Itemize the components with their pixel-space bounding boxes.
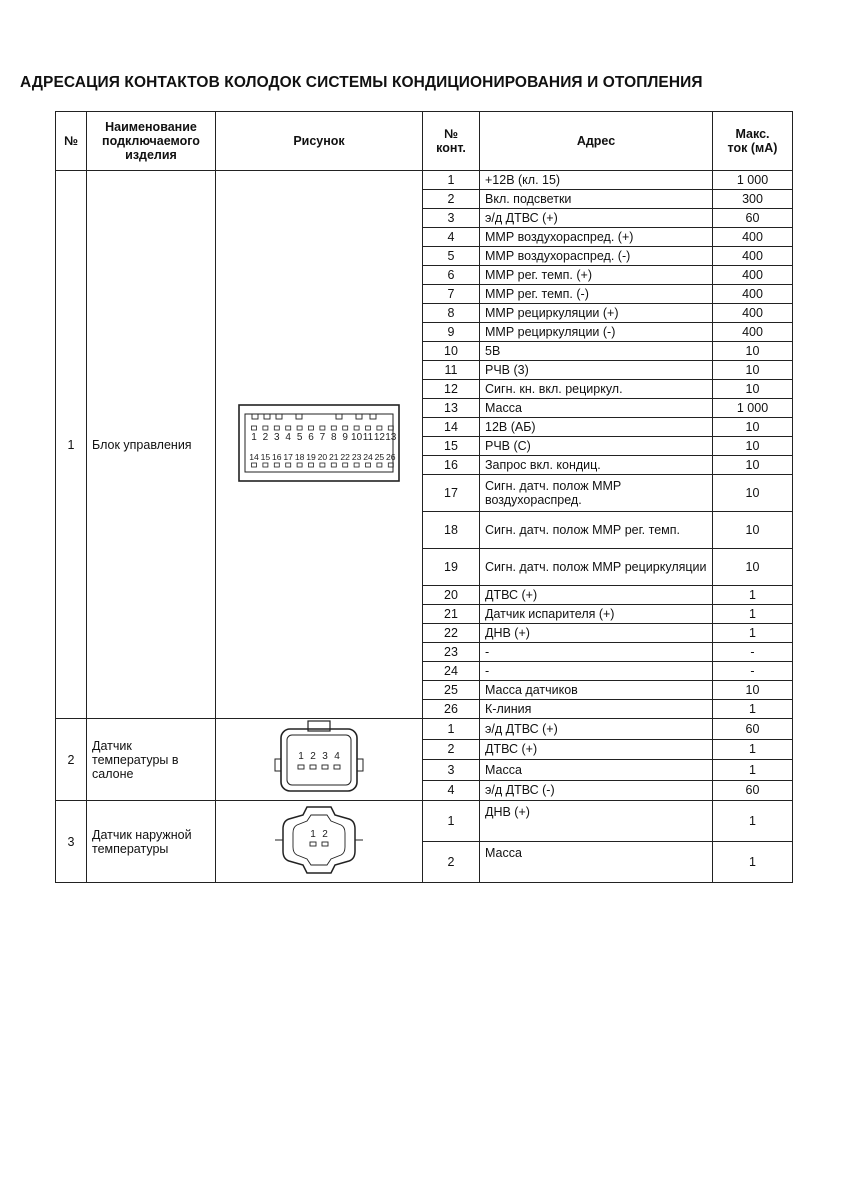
max-current: 10 — [713, 418, 793, 437]
table-row — [56, 801, 793, 842]
pin-label: 14 — [249, 452, 259, 462]
contact-number: 2 — [423, 739, 480, 760]
contact-number: 21 — [423, 605, 480, 624]
contact-address: ММР воздухораспред. (+) — [480, 228, 713, 247]
contact-number: 24 — [423, 662, 480, 681]
max-current: 1 — [713, 700, 793, 719]
item-name: Блок управления — [87, 171, 216, 719]
pin-label: 21 — [329, 452, 339, 462]
header-current — [713, 112, 793, 171]
pin-socket — [297, 463, 302, 467]
contact-number: 9 — [423, 323, 480, 342]
pin-label: 2 — [322, 829, 328, 840]
contact-address: 5В — [480, 342, 713, 361]
pin-socket — [298, 765, 304, 769]
pin-label: 16 — [272, 452, 282, 462]
pin-label: 12 — [373, 432, 385, 443]
contact-address: ДТВС (+) — [480, 586, 713, 605]
table-row — [56, 719, 793, 740]
contact-address: Сигн. датч. полож ММР рег. темп. — [480, 512, 713, 549]
max-current: 10 — [713, 549, 793, 586]
pin-label: 18 — [294, 452, 305, 462]
item-number: 1 — [56, 171, 87, 719]
pin-label: 6 — [308, 432, 314, 443]
pin-socket — [274, 463, 279, 467]
pin-label: 1 — [310, 829, 316, 840]
pin-label: 11 — [362, 432, 374, 443]
connector-latch-tab — [296, 414, 302, 419]
max-current: - — [713, 662, 793, 681]
contact-address: Вкл. подсветки — [480, 190, 713, 209]
pin-socket — [366, 426, 371, 430]
pin-socket — [354, 463, 359, 467]
pin-label: 24 — [363, 452, 373, 462]
connector-latch-tab — [336, 414, 342, 419]
header-contact-line2: конт. — [436, 141, 466, 155]
contact-address: Датчик испарителя (+) — [480, 605, 713, 624]
pin-socket — [322, 842, 328, 846]
item-number: 2 — [56, 719, 87, 801]
contact-address: э/д ДТВС (+) — [480, 719, 713, 740]
max-current: 10 — [713, 361, 793, 380]
pin-label: 3 — [274, 432, 280, 443]
header-contact-line1: № — [444, 127, 458, 141]
header-num: № — [56, 112, 87, 171]
max-current: 10 — [713, 681, 793, 700]
pin-socket — [334, 765, 340, 769]
pin-socket — [366, 463, 371, 467]
contact-number: 23 — [423, 643, 480, 662]
contact-address: ДТВС (+) — [480, 739, 713, 760]
item-number: 3 — [56, 801, 87, 883]
max-current: 10 — [713, 437, 793, 456]
max-current: 1 000 — [713, 171, 793, 190]
pin-label: 9 — [342, 432, 348, 443]
contact-address: Масса — [480, 399, 713, 418]
contact-address: ММР рециркуляции (-) — [480, 323, 713, 342]
pin-label: 25 — [374, 452, 385, 462]
contact-address: К-линия — [480, 700, 713, 719]
contact-number: 4 — [423, 228, 480, 247]
contact-number: 1 — [423, 801, 480, 842]
pin-socket — [286, 463, 291, 467]
pin-label: 13 — [385, 432, 397, 443]
pin-socket — [331, 426, 336, 430]
pin-socket — [263, 463, 268, 467]
contact-number: 8 — [423, 304, 480, 323]
contact-address: Масса датчиков — [480, 681, 713, 700]
max-current: 400 — [713, 266, 793, 285]
contact-address: РЧВ (С) — [480, 437, 713, 456]
pin-label: 1 — [298, 751, 304, 762]
contact-address-table — [55, 111, 793, 883]
contact-number: 17 — [423, 475, 480, 512]
contact-number: 13 — [423, 399, 480, 418]
pin-socket — [377, 463, 382, 467]
pin-label: 19 — [306, 452, 316, 462]
table-row — [56, 171, 793, 190]
pin-label: 5 — [296, 432, 303, 443]
max-current: 10 — [713, 342, 793, 361]
contact-number: 3 — [423, 209, 480, 228]
pin-socket — [252, 463, 257, 467]
contact-number: 26 — [423, 700, 480, 719]
pin-socket — [343, 426, 348, 430]
contact-number: 5 — [423, 247, 480, 266]
contact-address: 12В (АБ) — [480, 418, 713, 437]
pin-socket — [320, 426, 325, 430]
contact-number: 3 — [423, 760, 480, 781]
pin-socket — [263, 426, 268, 430]
contact-address: ММР рег. темп. (+) — [480, 266, 713, 285]
contact-number: 15 — [423, 437, 480, 456]
contact-address: Масса — [480, 760, 713, 781]
contact-address: Сигн. датч. полож ММР рециркуляции — [480, 549, 713, 586]
item-name: Датчик наружной температуры — [87, 801, 216, 883]
max-current: 10 — [713, 475, 793, 512]
connector-picture — [216, 171, 423, 719]
pin-label: 20 — [317, 452, 328, 462]
connector-latch-tab — [264, 414, 270, 419]
item-name: Датчик температуры в салоне — [87, 719, 216, 801]
max-current: - — [713, 643, 793, 662]
pin-label: 17 — [283, 452, 293, 462]
max-current: 60 — [713, 209, 793, 228]
pin-label: 15 — [260, 452, 271, 462]
contact-number: 25 — [423, 681, 480, 700]
contact-number: 1 — [423, 171, 480, 190]
max-current: 10 — [713, 456, 793, 475]
contact-address: ММР воздухораспред. (-) — [480, 247, 713, 266]
contact-address: ММР рег. темп. (-) — [480, 285, 713, 304]
connector-latch-tab — [356, 414, 362, 419]
contact-address: - — [480, 662, 713, 681]
contact-address: ММР рециркуляции (+) — [480, 304, 713, 323]
connector-picture — [216, 719, 423, 801]
contact-number: 19 — [423, 549, 480, 586]
connector-4pin-drawing — [269, 719, 369, 797]
contact-address: ДНВ (+) — [480, 801, 713, 842]
contact-number: 11 — [423, 361, 480, 380]
max-current: 1 — [713, 760, 793, 781]
contact-number: 14 — [423, 418, 480, 437]
max-current: 1 — [713, 605, 793, 624]
max-current: 400 — [713, 323, 793, 342]
contact-address: Запрос вкл. кондиц. — [480, 456, 713, 475]
contact-number: 1 — [423, 719, 480, 740]
pin-label: 8 — [331, 432, 337, 443]
pin-label: 4 — [334, 751, 340, 762]
contact-number: 2 — [423, 190, 480, 209]
max-current: 400 — [713, 304, 793, 323]
header-row — [56, 112, 793, 171]
contact-number: 20 — [423, 586, 480, 605]
pin-label: 2 — [262, 432, 269, 443]
pin-socket — [354, 426, 359, 430]
table-body — [56, 171, 793, 883]
contact-address: +12В (кл. 15) — [480, 171, 713, 190]
contact-address: Сигн. кн. вкл. рециркул. — [480, 380, 713, 399]
header-contact — [423, 112, 480, 171]
header-address: Адрес — [480, 112, 713, 171]
contact-address: РЧВ (3) — [480, 361, 713, 380]
max-current: 1 — [713, 842, 793, 883]
pin-socket — [286, 426, 291, 430]
max-current: 400 — [713, 228, 793, 247]
pin-socket — [309, 463, 314, 467]
page-title: АДРЕСАЦИЯ КОНТАКТОВ КОЛОДОК СИСТЕМЫ КОНДИЦИОНИРОВАНИЯ И ОТОПЛЕНИЯ — [20, 74, 703, 91]
max-current: 60 — [713, 780, 793, 801]
max-current: 1 — [713, 801, 793, 842]
contact-address: - — [480, 643, 713, 662]
pin-socket — [309, 426, 314, 430]
header-current-line2: ток (мА) — [727, 141, 778, 155]
pin-socket — [320, 463, 325, 467]
header-picture: Рисунок — [216, 112, 423, 171]
max-current: 60 — [713, 719, 793, 740]
pin-label: 3 — [322, 751, 328, 762]
max-current: 1 — [713, 739, 793, 760]
header-current-line1: Макс. — [735, 127, 770, 141]
max-current: 300 — [713, 190, 793, 209]
pin-label: 23 — [351, 452, 362, 462]
pin-label: 26 — [386, 452, 396, 462]
pin-label: 22 — [340, 452, 350, 462]
pin-socket — [310, 765, 316, 769]
contact-address: Масса — [480, 842, 713, 883]
pin-socket — [252, 426, 257, 430]
contact-number: 4 — [423, 780, 480, 801]
contact-number: 6 — [423, 266, 480, 285]
contact-number: 2 — [423, 842, 480, 883]
max-current: 1 000 — [713, 399, 793, 418]
contact-number: 16 — [423, 456, 480, 475]
connector-latch-tab — [252, 414, 258, 419]
contact-address: ДНВ (+) — [480, 624, 713, 643]
connector-latch-tab — [370, 414, 376, 419]
max-current: 10 — [713, 380, 793, 399]
max-current: 10 — [713, 512, 793, 549]
pin-socket — [310, 842, 316, 846]
connector-2pin-drawing — [269, 801, 369, 879]
header-item: Наименование подключаемого изделия — [87, 112, 216, 171]
connector-latch-tab — [276, 414, 282, 419]
contact-number: 10 — [423, 342, 480, 361]
contact-number: 18 — [423, 512, 480, 549]
contact-address: Сигн. датч. полож ММР воздухораспред. — [480, 475, 713, 512]
connector-26pin-drawing — [234, 402, 404, 484]
pin-socket — [297, 426, 302, 430]
contact-address: э/д ДТВС (+) — [480, 209, 713, 228]
pin-socket — [377, 426, 382, 430]
max-current: 1 — [713, 586, 793, 605]
contact-number: 12 — [423, 380, 480, 399]
contact-number: 22 — [423, 624, 480, 643]
pin-label: 1 — [251, 432, 257, 443]
contact-address: э/д ДТВС (-) — [480, 780, 713, 801]
max-current: 400 — [713, 247, 793, 266]
pin-socket — [331, 463, 336, 467]
pin-label: 2 — [310, 751, 316, 762]
max-current: 1 — [713, 624, 793, 643]
pin-label: 10 — [351, 432, 363, 443]
pin-socket — [322, 765, 328, 769]
pin-label: 7 — [319, 432, 326, 443]
pin-socket — [343, 463, 348, 467]
pin-socket — [274, 426, 279, 430]
connector-picture — [216, 801, 423, 883]
pin-label: 4 — [285, 432, 291, 443]
max-current: 400 — [713, 285, 793, 304]
contact-number: 7 — [423, 285, 480, 304]
